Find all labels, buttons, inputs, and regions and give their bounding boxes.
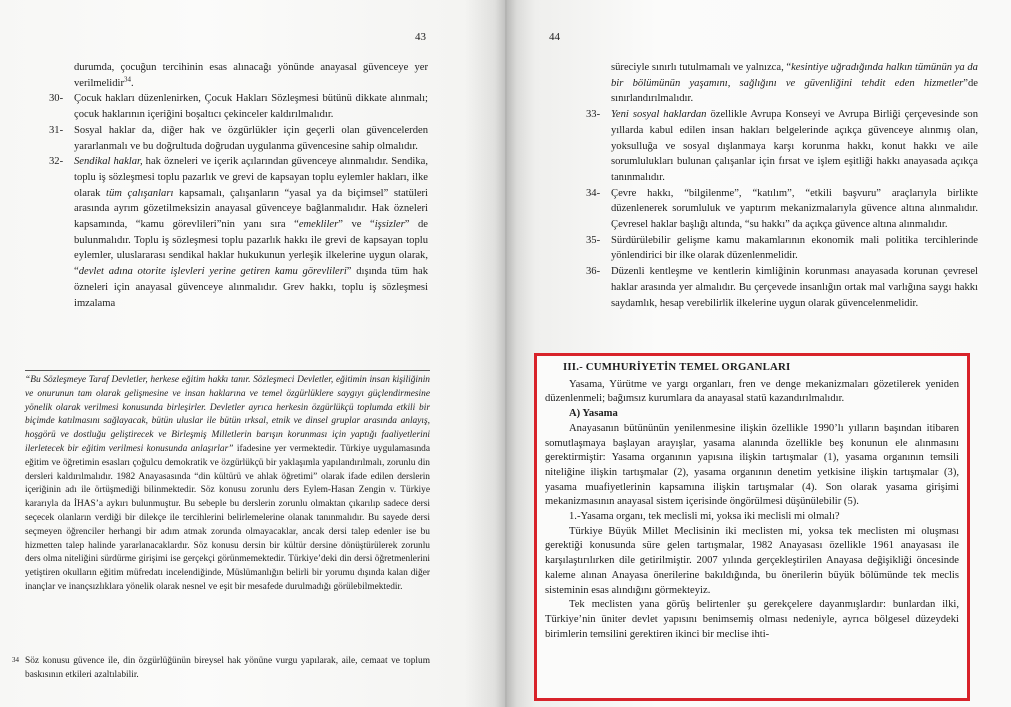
highlighted-section (534, 353, 970, 701)
section-intro: Yasama, Yürütme ve yargı organları, fren ve denge mekanizmaları gözetilerek yeniden düzenlenmeli; bağımsız kurumlara da anayasal statü kazandırılmalıdır. (545, 378, 959, 405)
page-number: 44 (549, 31, 560, 43)
list-item (49, 91, 428, 122)
footnote-divider (25, 370, 430, 371)
item-text: Çevre hakkı, “bilgilenme”, “katılım”, “etkili başvuru” araçlarıyla birlikte düzenlenerek sorumluluk ve yaptırım mekanizmalarıyla güvence altına alınmalıdır. Çevresel haklar başlığı altında, “su hakkı” da açıkça güvence altına alınmalıdır. (611, 187, 978, 231)
list-item (586, 264, 978, 311)
right-body (586, 60, 978, 311)
item-number: 34- (586, 187, 601, 199)
item-number: 30- (49, 93, 64, 105)
list-item (586, 186, 978, 233)
subsection-heading: A) Yasama (569, 408, 618, 420)
item-text: Çocuk hakları düzenlenirken, Çocuk Hakları Sözleşmesi bütünü dikkate alınmalı; çocuk haklarının içeriğini boşaltıcı çekinceler kaldırılmalıdır. (74, 93, 428, 121)
right-page (505, 0, 1011, 707)
continuation-paragraph: durumda, çocuğun tercihinin esas alınacağı yönünde anayasal güvenceye yer verilmelidir$^{34}$. (74, 62, 428, 89)
item-number: 36- (586, 266, 601, 278)
footnote-34: 34 Söz konusu güvence ile, din özgürlüğünün bireysel hak yönüne vurgu yapılarak, aile, cemaat ve toplum baskısının etkileri azaltılabilir. (12, 656, 430, 680)
footnote-ref[interactable]: 34 (124, 75, 132, 84)
item-text: Sosyal haklar da, diğer hak ve özgürlükler için geçerli olan güvencelerden yararlanmalı ve bu doğrultuda doğrudan uygulanma güvencesine sahip olmalıdır. (74, 124, 428, 152)
left-body (49, 60, 428, 311)
page-number: 43 (415, 31, 426, 43)
section-question: 1.-Yasama organı, tek meclisli mi, yoksa iki meclisli mi olmalı? (569, 511, 840, 523)
item-number: 35- (586, 234, 601, 246)
section-paragraph: Tek meclisten yana görüş belirtenler şu gerekçelere dayanmışlardır: bunlardan ilki, Türkiye’nin üniter devlet yapısını benimsemiş olması nedeniyle, ayrıca bölgesel düzeydeki birimlerin temsilini gerektiren ikinci bir meclise ihti- (545, 599, 959, 640)
item-lead: Yeni sosyal haklardan (611, 109, 707, 121)
section-heading: III.- CUMHURİYETİN TEMEL ORGANLARI (563, 361, 791, 373)
section-paragraph: Türkiye Büyük Millet Meclisinin iki meclisten mi, yoksa tek meclisten mi oluşması gerektiği konusunda süre gelen tartışmalar, 1982 Anayasası özellikle 1961 anayasası ile karşılaştırılırken dile getirilmiştir. 2007 yılında gerçekleştirilen Anayasa değişikliği öncesinde kaleme alınan Anayasa önerilerine bakıldığında, bu önerilerin büyük bölümünde tek meclis sisteminin esas alındığını görmekteyiz. (545, 525, 959, 596)
footnote-marker: 34 (12, 656, 19, 664)
list-item: 32- Sendikal haklar, hak özneleri ve içerik açılarından güvenceye alınmalıdır. Sendika, toplu iş sözleşmesi toplu pazarlık ve grevi de kapsayan toplu eylemler hakları, ilke olarak tüm çalışanları kapsamalı, çalışanların “yasal ya da biçimsel” statüleri arasında ayrım gözetilmeksizin anayasal güvenceye bağlanmalıdır. Hak özneleri kapsamında, “kamu görevlileri”nin yanı sıra “emekliler” ve “işsizler” de bulunmalıdır. Toplu iş sözleşmesi toplu pazarlık hakkı ile grevi de kapsayan toplu eylemler, uluslararası sendikal haklar hukukunun yerleşik ilkelerine uygun olarak, “devlet adına otorite işlevleri yerine getiren kamu görevlileri” dışında tüm hak özneleri için anayasal güvenceye alınmalıdır. Grev hakkı, toplu iş sözleşmesi imzalama (49, 156, 429, 309)
list-item (586, 233, 978, 264)
section-paragraph: Anayasanın bütününün yenilenmesine ilişkin özellikle 1990’lı yılların başından itibaren somutlaşmaya başlayan arayışlar, yasama alanında özellikle beş konunun ele alınmasını gerektirmiştir: Yasama organının yapısına ilişkin tartışmalar (1), yasama organının temsili niteliğine ilişkin tartışmalar (2), yasama organının denetim yetkisine ilişkin tartışmalar (3), yasama muafiyetlerinin kapsamına ilişkin tartışmalar (4). Son olarak yasama girişimi mekanizmasının anayasal sistem içerisinde öngörülmesi düşünülebilir (5). (545, 422, 959, 508)
continuation-paragraph: süreciyle sınırlı tutulmamalı ve yalnızca, “kesintiye uğradığında halkın tümünün ya da bir bölümünün yaşamını, sağlığını ve güvenliğini tehdit eden hizmetler”de sınırlandırılmalıdır. (611, 62, 978, 105)
item-text: Düzenli kentleşme ve kentlerin kimliğinin korunması anayasada korunan çevresel haklar arasında yer almalıdır. Bu çerçevede insanlığın ortak mal varlığına saygı hakkı saydamlık, hesap verebilirlik ilkelerine uygun olarak güvencelenmelidir. (611, 266, 978, 309)
item-number: 33- (586, 109, 601, 121)
left-page (0, 0, 505, 707)
book-gutter (495, 0, 517, 707)
list-item: 33- Yeni sosyal haklardan özellikle Avrupa Konseyi ve Avrupa Birliği çerçevesinde son yıllarda kabul edilen insan hakları belgelerinde açıkça güvenceye alınmış olan, yoksulluğa ve sosyal dışlanmaya karşı korunma hakkı, konut hakkı ve aile sorumlulukları bulunan çalışanlar için fırsat ve işlem eşitliği hakkı anayasada açıkça tanınmalıdır. (586, 109, 978, 183)
item-number: 31- (49, 124, 64, 136)
item-text: Sürdürülebilir gelişme kamu makamlarının ekonomik mali politika tercihlerinde yönlendirici bir ilke olarak düzenlenmelidir. (611, 234, 978, 262)
footnote-33: “Bu Sözleşmeye Taraf Devletler, herkese eğitim hakkı tanır. Sözleşmeci Devletler, eğitimin insan kişiliğinin ve onurunun tam olarak gelişmesine ve insan haklarına ve temel özgürlüklere saygıyı güçlendirmesine yönelik olarak verilmesi konusunda birleşirler. Devletler ayrıca herkesin özgürlükçü toplumda etkili bir biçimde katılmasını sağlayacak, bütün uluslar ile bütün ırksal, etnik ve dinsel gruplar arasında anlayış, hoşgörü ve dostluğu geliştirecek ve Birleşmiş Milletlerin barışın korunması için yaptığı faaliyetlerini ilerletecek bir eğitim verilmesi konusunda anlaşırlar” ifadesine yer vermektedir. Türkiye uygulamasında eğitim ve öğretimin esasları çoğulcu demokratik ve özgürlükçü bir yaklaşımla yapılandırılmalı, zorunlu din dersleri kaldırılmalıdır. 1982 Anayasasında “din kültürü ve ahlak öğretimi” olarak ifade edilen derslerin içeriğinin adı ile örtüşmediği bilinmektedir. Söz konusu zorunlu ders Eylem-Hasan Zengin v. Türkiye kararıyla da İHAS’a aykırı bulunmuştur. Bu sebeple bu derslerin zorunlu olmaktan çıkarılıp sadece dersi seçecek olanların verdiği bir dilekçe ile tercihlerini belirlemelerine olanak tanınmalıdır. Bu sayede dersi seçmeyen öğrenciler herhangi bir adım atmak zorunda olmayacaklar, ancak dersi talep edenler ise bu hizmetten talep halinde yararlanacaklardır. Söz konusu dersin bir kültür dersine dönüştürülerek zorunlu ders olma niteliğini sürdürme girişimi ise gerçekçi görünmemektedir. Türkiye’deki din dersi öğretmenlerini yetiştiren okulların eğitim müfredatı incelendiğinde, Müslümanlığın belirli bir yorumu dışında kalan diğer inançlar ve inançsızlıklara yönelik olarak nesnel ve eşit bir mesafede durulmadığı görülebilmektedir. (25, 375, 430, 592)
item-lead: Sendikal haklar, (74, 156, 143, 168)
item-number: 32- (49, 156, 64, 168)
list-item (49, 123, 428, 154)
